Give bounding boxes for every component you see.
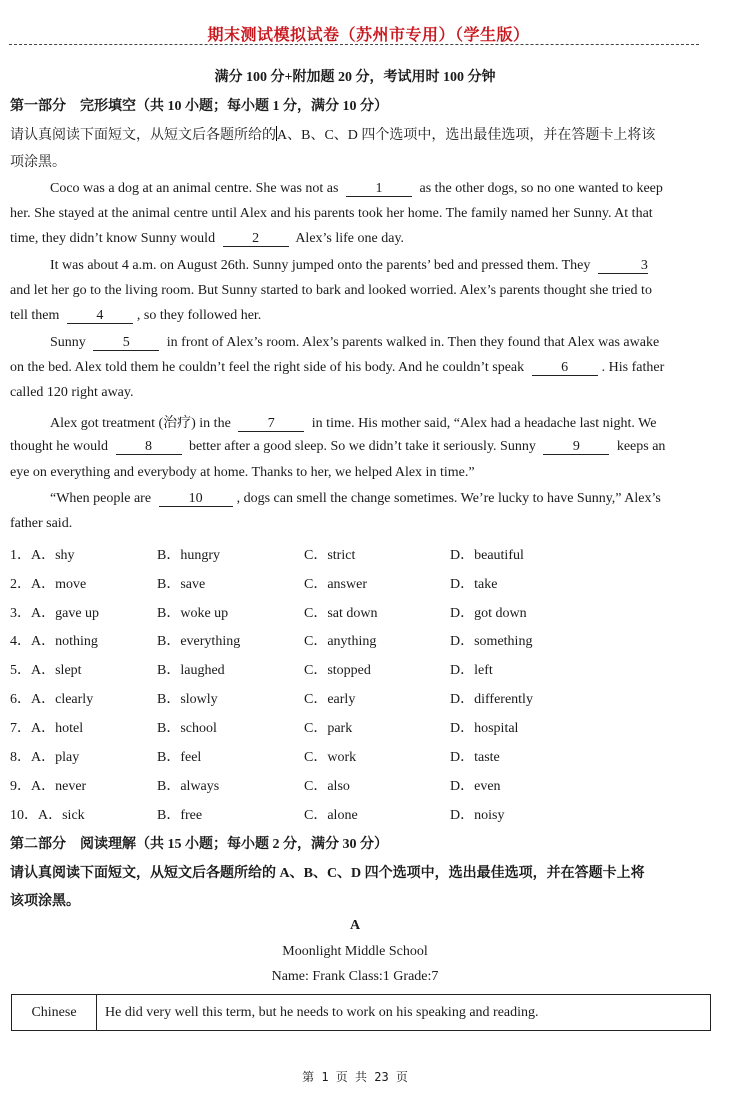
paragraph-text: Coco was a dog at an animal centre. She was not as (50, 181, 339, 196)
option-b[interactable]: B．feel (157, 750, 202, 765)
part1-heading: 第一部分 完形填空（共 10 小题；每小题 1 分，满分 10 分） (10, 99, 388, 114)
option-a[interactable]: 8．A．play (10, 750, 80, 765)
paragraph-line (10, 360, 700, 376)
paragraph-text: Alex’s life one day. (295, 231, 405, 246)
option-c[interactable]: C．sat down (304, 606, 378, 621)
option-d[interactable]: D．even (450, 779, 501, 794)
option-d[interactable]: D．something (450, 634, 533, 649)
option-c[interactable]: C．work (304, 750, 357, 765)
paragraph-line (10, 231, 700, 247)
option-a[interactable]: 10．A．sick (10, 808, 85, 823)
blank-10[interactable]: 10 (159, 492, 233, 507)
blank-1[interactable]: 1 (346, 182, 412, 197)
paragraph-text: , dogs can smell the change sometimes. We’re lucky to have Sunny,” Alex’s (236, 491, 661, 506)
question-options (10, 573, 710, 593)
question-options (10, 746, 710, 766)
paragraph-line (10, 258, 737, 274)
option-b[interactable]: B．school (157, 721, 217, 736)
option-c[interactable]: C．answer (304, 577, 367, 592)
blank-6[interactable]: 6 (532, 361, 598, 376)
paragraph-text: Sunny (50, 335, 86, 350)
option-d[interactable]: D．hospital (450, 721, 519, 736)
option-b[interactable]: B．hungry (157, 548, 220, 563)
option-a[interactable]: 2．A．move (10, 577, 87, 592)
subject-cell: Chinese (12, 995, 97, 1031)
paragraph-line (10, 412, 737, 432)
part2-instruction-cont: 该项涂黑。 (10, 894, 80, 909)
paragraph-text: . His father (601, 360, 665, 375)
option-b[interactable]: B．everything (157, 634, 241, 649)
paragraph-line: father said. (10, 516, 73, 531)
paragraph-text: Alex got treatment (治疗) in the (50, 416, 231, 431)
paragraph-text: “When people are (50, 491, 152, 506)
blank-4[interactable]: 4 (67, 309, 133, 324)
instruction-text: A、B、C、D 四个选项中，选出最佳选项，并在答题卡上将该 (277, 128, 656, 143)
option-c[interactable]: C．anything (304, 634, 377, 649)
option-c[interactable]: C．also (304, 779, 350, 794)
header-divider (9, 44, 699, 45)
question-options (10, 630, 710, 650)
paragraph-text: It was about 4 a.m. on August 26th. Sunny jumped onto the parents’ bed and pressed them. They (50, 258, 591, 273)
option-c[interactable]: C．alone (304, 808, 358, 823)
blank-3[interactable]: 3 (598, 259, 648, 274)
student-info: Name: Frank Class:1 Grade:7 (271, 969, 439, 984)
paragraph-line: and let her go to the living room. But Sunny started to bark and looked worried. Alex’s parents thought she tried to (10, 283, 652, 298)
paragraph-text: better after a good sleep. So we didn’t take it seriously. Sunny (189, 439, 536, 454)
comment-cell: He did very well this term, but he needs to work on his speaking and reading. (97, 995, 711, 1031)
paragraph-line (10, 308, 700, 324)
option-a[interactable]: 1．A．shy (10, 548, 75, 563)
part2-heading: 第二部分 阅读理解（共 15 小题；每小题 2 分，满分 30 分） (10, 837, 388, 852)
question-options (10, 775, 710, 795)
paragraph-text: time, they didn’t know Sunny would (10, 231, 216, 246)
document-header-title: 期末测试模拟试卷（苏州市专用）（学生版） (207, 27, 530, 44)
instruction-text: 请认真阅读下面短文，从短文后各题所给的 (10, 128, 276, 143)
option-b[interactable]: B．woke up (157, 606, 229, 621)
question-options (10, 688, 710, 708)
option-c[interactable]: C．early (304, 692, 356, 707)
option-c[interactable]: C．strict (304, 548, 356, 563)
report-card-table (11, 994, 711, 1031)
paragraph-line (10, 439, 700, 455)
blank-7[interactable]: 7 (238, 417, 304, 432)
paragraph-line (10, 181, 737, 197)
option-a[interactable]: 3．A．gave up (10, 606, 100, 621)
option-d[interactable]: D．differently (450, 692, 533, 707)
option-a[interactable]: 6．A．clearly (10, 692, 94, 707)
table-row (12, 995, 711, 1031)
question-options (10, 544, 710, 564)
blank-8[interactable]: 8 (116, 440, 182, 455)
question-options (10, 717, 710, 737)
page-number: 第 1 页 共 23 页 (302, 1070, 408, 1084)
option-a[interactable]: 4．A．nothing (10, 634, 98, 649)
option-a[interactable]: 7．A．hotel (10, 721, 84, 736)
question-options (10, 602, 710, 622)
option-d[interactable]: D．beautiful (450, 548, 524, 563)
part1-instruction-cont: 项涂黑。 (10, 155, 66, 170)
question-options (10, 659, 710, 679)
option-b[interactable]: B．always (157, 779, 220, 794)
paragraph-text: on the bed. Alex told them he couldn’t feel the right side of his body. And he couldn’t speak (10, 360, 525, 375)
option-d[interactable]: D．take (450, 577, 498, 592)
option-a[interactable]: 5．A．slept (10, 663, 82, 678)
option-d[interactable]: D．noisy (450, 808, 505, 823)
option-c[interactable]: C．park (304, 721, 353, 736)
option-b[interactable]: B．save (157, 577, 206, 592)
blank-5[interactable]: 5 (93, 336, 159, 351)
option-b[interactable]: B．slowly (157, 692, 218, 707)
blank-2[interactable]: 2 (223, 232, 289, 247)
blank-9[interactable]: 9 (543, 440, 609, 455)
option-d[interactable]: D．got down (450, 606, 527, 621)
paragraph-text: , so they followed her. (136, 308, 262, 323)
paragraph-text: keeps an (616, 439, 666, 454)
paragraph-line: called 120 right away. (10, 385, 134, 400)
option-a[interactable]: 9．A．never (10, 779, 87, 794)
paragraph-text: thought he would (10, 439, 108, 454)
paragraph-text: tell them (10, 308, 60, 323)
paragraph-text: in front of Alex’s room. Alex’s parents walked in. Then they found that Alex was awake (166, 335, 660, 350)
option-b[interactable]: B．laughed (157, 663, 225, 678)
passage-label: A (349, 918, 361, 933)
paragraph-text: as the other dogs, so no one wanted to keep (419, 181, 663, 196)
paragraph-text: in time. His mother said, “Alex had a headache last night. We (311, 416, 657, 431)
paragraph-line (10, 491, 737, 507)
question-options (10, 804, 710, 824)
part2-instruction: 请认真阅读下面短文，从短文后各题所给的 A、B、C、D 四个选项中，选出最佳选项，并在答题卡上将 (10, 866, 645, 881)
paragraph-line: her. She stayed at the animal centre until Alex and his parents took her home. The family named her Sunny. At that (10, 206, 653, 221)
exam-subtitle: 满分 100 分+附加题 20 分，考试用时 100 分钟 (214, 70, 496, 85)
option-b[interactable]: B．free (157, 808, 203, 823)
option-d[interactable]: D．left (450, 663, 493, 678)
paragraph-line: eye on everything and everybody at home. Thanks to her, we helped Alex in time.” (10, 465, 475, 480)
part1-instruction (10, 124, 700, 144)
option-c[interactable]: C．stopped (304, 663, 371, 678)
option-d[interactable]: D．taste (450, 750, 500, 765)
paragraph-line (10, 335, 737, 351)
school-name: Moonlight Middle School (282, 944, 428, 959)
